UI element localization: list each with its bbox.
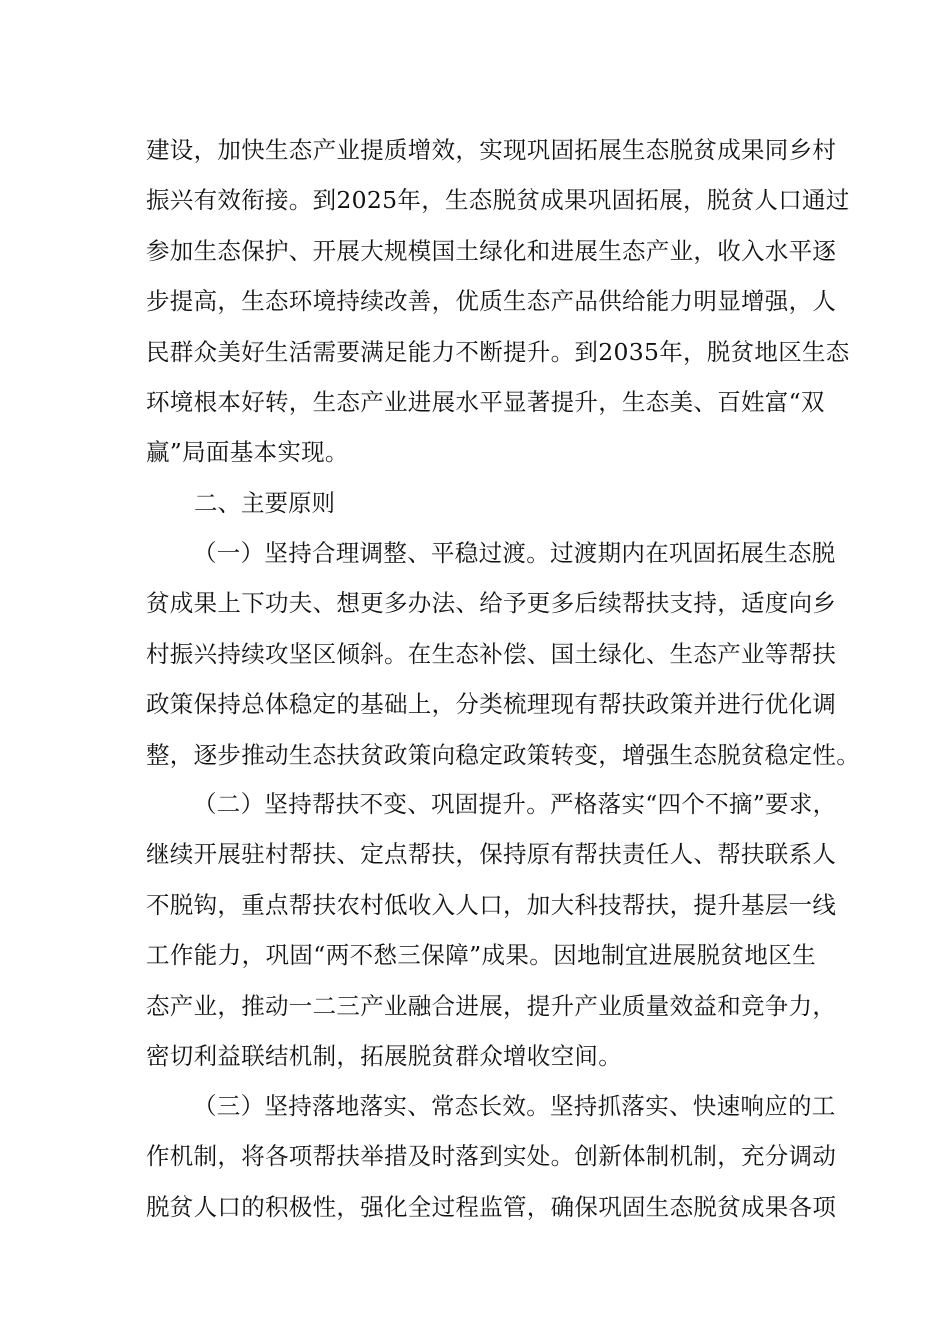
paragraph-goals — [146, 125, 850, 478]
paragraph-principle-2 — [146, 779, 837, 1081]
text-line: 贫成果上下功夫、想更多办法、给予更多后续帮扶支持，适度向乡 — [146, 589, 837, 618]
text-line: 不脱钩，重点帮扶农村低收入人口，加大科技帮扶，提升基层一线 — [146, 890, 837, 919]
text-line: 参加生态保护、开展大规模国土绿化和进展生态产业，收入水平逐 — [146, 236, 837, 265]
text-line: 脱贫人口的积极性，强化全过程监管，确保巩固生态脱贫成果各项 — [146, 1192, 837, 1221]
text-line: 振兴有效衔接。到2025年，生态脱贫成果巩固拓展，脱贫人口通过 — [146, 186, 850, 215]
text-line: 政策保持总体稳定的基础上，分类梳理现有帮扶政策并进行优化调 — [146, 690, 837, 719]
text-line: 步提高，生态环境持续改善，优质生态产品供给能力明显增强，人 — [146, 287, 837, 316]
section-heading: 二、主要原则 — [194, 489, 335, 517]
text-line: 态产业，推动一二三产业融合进展，提升产业质量效益和竞争力， — [146, 991, 837, 1020]
text-line: 作机制，将各项帮扶举措及时落到实处。创新体制机制，充分调动 — [146, 1142, 837, 1171]
text-line: 密切利益联结机制，拓展脱贫群众增收空间。 — [146, 1041, 622, 1070]
text-line: 工作能力，巩固“两不愁三保障”成果。因地制宜进展脱贫地区生 — [146, 941, 816, 970]
text-line: 民群众美好生活需要满足能力不断提升。到2035年，脱贫地区生态 — [146, 337, 850, 366]
paragraph-principle-3 — [146, 1081, 837, 1232]
text-line: 整，逐步推动生态扶贫政策向稳定政策转变，增强生态脱贫稳定性。 — [146, 740, 860, 769]
text-line: 继续开展驻村帮扶、定点帮扶，保持原有帮扶责任人、帮扶联系人 — [146, 840, 837, 869]
text-line: 村振兴持续攻坚区倾斜。在生态补偿、国土绿化、生态产业等帮扶 — [146, 639, 837, 668]
text-line: 赢”局面基本实现。 — [146, 438, 349, 467]
text-line: 建设，加快生态产业提质增效，实现巩固拓展生态脱贫成果同乡村 — [146, 136, 837, 164]
paragraph-principle-1 — [146, 528, 860, 780]
text-line: （二）坚持帮扶不变、巩固提升。严格落实“四个不摘”要求， — [193, 790, 837, 818]
text-line: （一）坚持合理调整、平稳过渡。过渡期内在巩固拓展生态脱 — [193, 539, 836, 567]
text-line: 环境根本好转，生态产业进展水平显著提升，生态美、百姓富“双 — [146, 387, 825, 416]
text-line: （三）坚持落地落实、常态长效。坚持抓落实、快速响应的工 — [193, 1092, 836, 1120]
